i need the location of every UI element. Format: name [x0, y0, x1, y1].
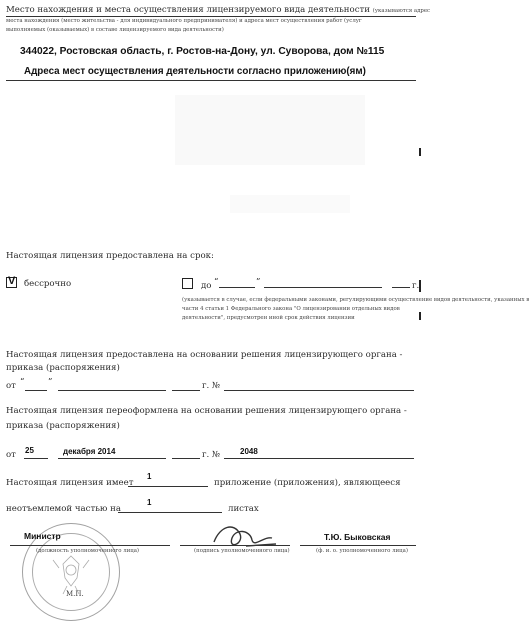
location-note-line3: выполняемых (оказываемых) в составе лицензируемого вида деятельности) — [6, 27, 224, 33]
term-label: Настоящая лицензия предоставлена на срок: — [6, 251, 214, 261]
name-caption: (ф. и. о. уполномоченного лица) — [316, 548, 408, 554]
until-prefix: до — [201, 281, 212, 291]
indefinite-checkbox[interactable] — [6, 277, 17, 288]
page-edge-mark — [419, 148, 421, 156]
position-caption: (должность уполномоченного лица) — [36, 548, 140, 554]
appendix-sheets-line — [118, 512, 222, 513]
reissue-number: 2048 — [240, 447, 258, 456]
basis-year-line — [172, 390, 200, 391]
name-line — [300, 545, 416, 546]
until-year-line — [392, 287, 410, 288]
basis-day-line — [25, 390, 47, 391]
until-day-line — [219, 287, 255, 288]
until-month-line — [264, 287, 382, 288]
basis-quote-close: ” — [48, 377, 53, 387]
background-ghost-2 — [230, 195, 350, 213]
position-line — [10, 545, 170, 546]
appendix-middle: приложение (приложения), являющееся — [214, 478, 401, 488]
appendix-count-line — [128, 486, 208, 487]
location-note-line2: места нахождения (место жительства - для индивидуального предпринимателя) и адреса мест осуществления работ (услуг — [6, 18, 362, 24]
reissue-year-no: г. № — [202, 450, 221, 460]
location-heading-note: (указываются адрес — [372, 8, 431, 14]
until-quote-close: ” — [256, 277, 261, 287]
appendix-count: 1 — [147, 472, 152, 481]
reissue-from: от — [6, 450, 16, 460]
address-underline — [6, 80, 416, 81]
heading-underline — [6, 16, 416, 17]
basis-from: от — [6, 381, 16, 391]
reissue-year-line — [172, 458, 200, 459]
indefinite-label: бессрочно — [24, 279, 72, 289]
signature-line — [180, 545, 290, 546]
reissue-day-line — [24, 458, 48, 459]
stamp-label: М.П. — [66, 590, 84, 598]
page-edge-mark-3 — [419, 312, 421, 320]
basis-line2: приказа (распоряжения) — [6, 363, 120, 373]
appendix-sheets: 1 — [147, 498, 152, 507]
address-places-text: Адреса мест осуществления деятельности согласно приложению(ям) — [24, 66, 366, 77]
reissue-line2: приказа (распоряжения) — [6, 421, 120, 431]
address-text: 344022, Ростовская область, г. Ростов-на-Дону, ул. Суворова, дом №115 — [20, 46, 385, 57]
basis-line1: Настоящая лицензия предоставлена на основании решения лицензирующего органа - — [6, 350, 403, 360]
until-checkbox[interactable] — [182, 278, 193, 289]
basis-month-line — [58, 390, 166, 391]
reissue-line1: Настоящая лицензия переоформлена на основании решения лицензирующего органа - — [6, 406, 407, 416]
reissue-month-year: декабря 2014 — [63, 447, 116, 456]
basis-quote-open: “ — [20, 377, 25, 387]
until-year-suffix: г. — [412, 281, 420, 291]
term-note-line1: (указывается в случае, если федеральными законами, регулирующими осуществление видов деятельности, указанных в — [182, 297, 529, 303]
reissue-number-line — [224, 458, 414, 459]
background-ghost-1 — [175, 95, 365, 165]
basis-number-line — [224, 390, 414, 391]
term-note-line2: части 4 статьи 1 Федерального закона "О лицензировании отдельных видов — [182, 306, 400, 312]
signer-name: Т.Ю. Быковская — [324, 532, 391, 542]
term-note-line3: деятельности", предусмотрен иной срок действия лицензии — [182, 315, 355, 321]
page-edge-mark-2 — [419, 280, 421, 292]
signature-caption: (подпись уполномоченного лица) — [194, 548, 290, 554]
location-heading — [6, 5, 430, 15]
until-quote-open: “ — [214, 277, 219, 287]
appendix-suffix: листах — [228, 504, 259, 514]
location-heading-text: Место нахождения и места осуществления лицензируемого вида деятельности — [6, 5, 370, 15]
reissue-month-line — [58, 458, 166, 459]
checkmark-icon: V — [8, 275, 16, 287]
appendix-line2: неотъемлемой частью на — [6, 504, 121, 514]
reissue-day: 25 — [25, 446, 34, 455]
appendix-prefix: Настоящая лицензия имеет — [6, 478, 134, 488]
signer-position: Министр — [24, 531, 61, 541]
basis-year-no: г. № — [202, 381, 221, 391]
